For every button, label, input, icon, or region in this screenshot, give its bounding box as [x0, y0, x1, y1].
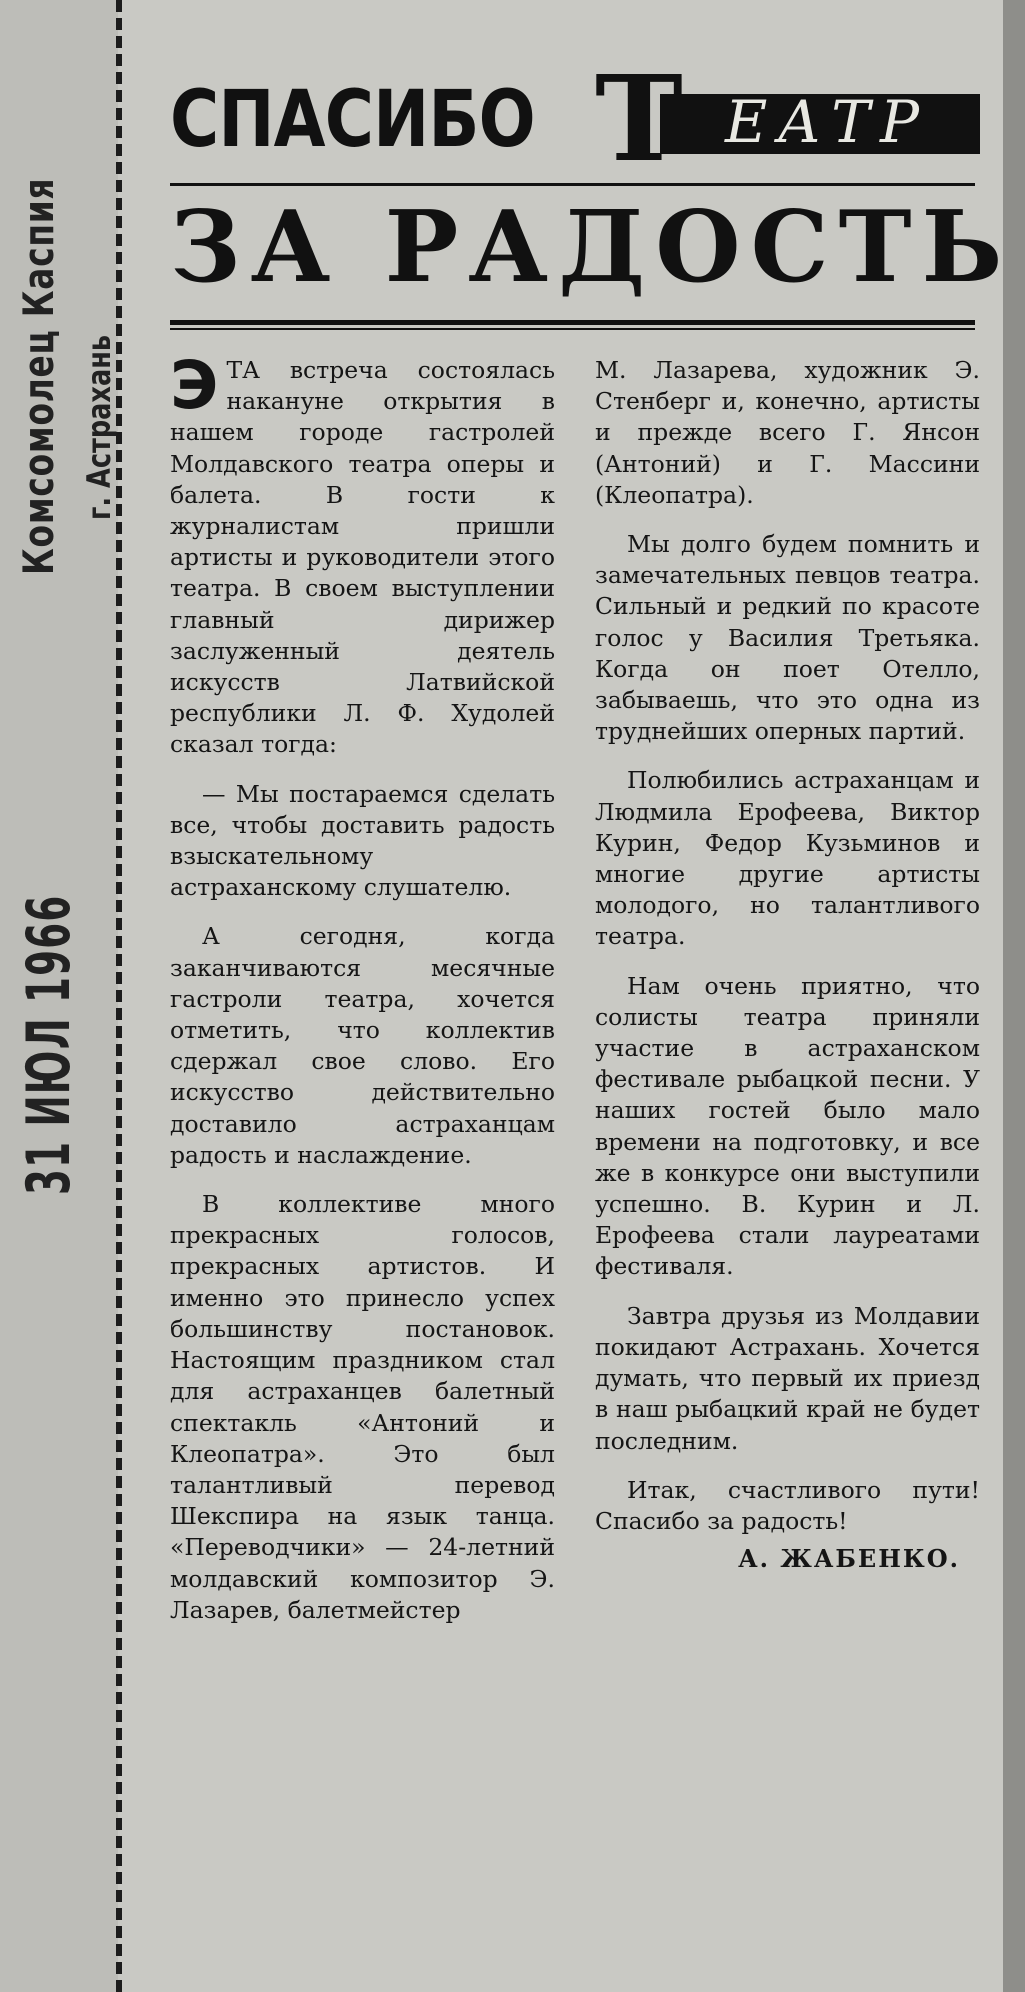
headline-row: [170, 49, 980, 188]
author-signature: А. ЖАБЕНКО.: [738, 1544, 960, 1574]
article-column-right: [595, 355, 980, 1574]
headline-underline-thin: [170, 328, 975, 330]
headline-underline: [170, 320, 975, 325]
headline-joy: ЗА РАДОСТЬ: [170, 190, 1013, 305]
theatre-logo: [590, 49, 990, 188]
article-paragraph: Нам очень приятно, что солисты театра приняли участие в астраханском фестивале рыбацкой песни. У наших гостей было мало времени на подготовку, и все же в конкурсе они выступили успешно. В. Курин и Л. Ерофеева стали лауреатами фестиваля.: [595, 971, 980, 1281]
article-paragraph: — Мы постараемся сделать все, чтобы доставить радость взыскательному астраханскому слушателю.: [170, 779, 555, 902]
article-paragraph: Итак, счастливого пути! Спасибо за радость!: [595, 1475, 980, 1535]
headline-rule: [170, 183, 975, 186]
city-stamp: г. Астрахань: [80, 334, 118, 520]
newspaper-stamp: Комсомолец Каспия: [14, 177, 63, 575]
theatre-logo-word: ЕАТР: [725, 88, 929, 156]
date-stamp: 31 ИЮЛ 1966: [14, 894, 84, 1195]
drop-cap: Э: [170, 347, 219, 424]
article-paragraph: Завтра друзья из Молдавии покидают Астрахань. Хочется думать, что первый их приезд в наш рыбацкий край не будет последним.: [595, 1301, 980, 1455]
article-paragraph: А сегодня, когда заканчиваются месячные гастроли театра, хочется отметить, что коллектив сдержал свое слово. Его искусство действительно доставило астраханцам радость и наслаждение.: [170, 922, 555, 1169]
theatre-logo-letter: Т: [595, 49, 683, 188]
perforation-line: [116, 0, 122, 1992]
article-column-left: [170, 347, 555, 1626]
article-paragraph: Мы долго будем помнить и замечательных певцов театра. Сильный и редкий по красоте голос у Василия Третьяка. Когда он поет Отелло, забываешь, что это одна из труднейших оперных партий.: [595, 530, 980, 746]
article-paragraph: Полюбились астраханцам и Людмила Ерофеева, Виктор Курин, Федор Кузьминов и многие другие артисты молодого, но талантливого театра.: [595, 766, 980, 951]
headline-thanks: СПАСИБО: [170, 75, 535, 165]
article-paragraph: М. Лазарева, художник Э. Стенберг и, конечно, артисты и прежде всего Г. Янсон (Антоний) и Г. Массини (Клеопатра).: [595, 356, 980, 509]
article-paragraph: ЭТА встреча состоялась накануне открытия в нашем городе гастролей Молдавского театра оперы и балета. В гости к журналистам пришли артисты и руководители этого театра. В своем выступлении главный дирижер заслуженный деятель искусств Латвийской республики Л. Ф. Худолей сказал тогда:: [170, 347, 555, 759]
article-paragraph: В коллективе много прекрасных голосов, прекрасных артистов. И именно это принесло успех большинству постановок. Настоящим праздником стал для астраханцев балетный спектакль «Антоний и Клеопатра». Это был талантливый перевод Шекспира на язык танца. «Переводчики» — 24-летний молдавский композитор Э. Лазарев, балетмейстер: [170, 1190, 555, 1624]
